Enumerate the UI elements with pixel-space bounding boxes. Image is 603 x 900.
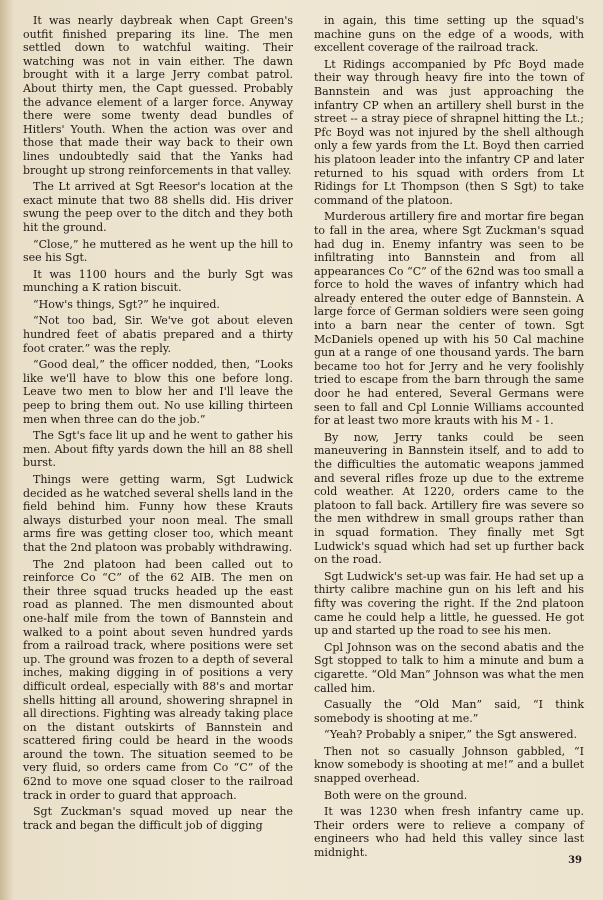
paragraph: Things were getting warm, Sgt Ludwick decided as he watched several shells land in the field behind him. Funny how these Krauts always disturbed your noon meal. The small arms fire was getting closer too, which meant that the 2nd platoon was probably withdrawing. [23, 473, 293, 554]
paragraph: It was 1230 when fresh infantry came up. Their orders were to relieve a company of engineers who had held this valley since last midnight. [314, 805, 584, 860]
paragraph: Sgt Zuckman's squad moved up near the track and began the difficult job of digging [23, 805, 293, 832]
paragraph: It was 1100 hours and the burly Sgt was munching a K ration biscuit. [23, 267, 293, 295]
paragraph: Lt Ridings accompanied by Pfc Boyd made their way through heavy fire into the town of Bannstein and was just approaching the infantry CP when an artillery shell burst in the street -- a stray piece of shrapnel hitting the Lt.; Pfc Boyd was not injured by the shell although only a few yards from the Lt. Boyd then carried his platoon leader into the infantry CP and later returned to his squad with orders from Lt Ridings for Lt Thompson (then S Sgt) to take command of the platoon. [314, 57, 584, 207]
paragraph: “How's things, Sgt?” he inquired. [33, 297, 220, 311]
paragraph: “Good deal,” the officer nodded, then, “Looks like we'll have to blow this one before long. Leave two men to blow her and I'll leave the peep to bring them out. No use killing thirteen men when three can do the job.” [23, 358, 293, 426]
paragraph: The 2nd platoon had been called out to reinforce Co “C” of the 62 AIB. The men on their three squad trucks headed up the east road as planned. The men dismounted about one-half mile from the town of Bannstein and walked to a point about seven hundred yards from a railroad track, where positions were set up. The ground was frozen to a depth of several inches, making digging in of positions a very difficult ordeal, especially with 88's and mortar shells hitting all around, showering shrapnel in all directions. Fighting was already taking place on the distant outskirts of Bannstein and scattered firing could be heard in the woods around the town. The situation seemed to be very fluid, so orders came from Co “C” of the 62nd to move one squad closer to the railroad track in order to guard that approach. [23, 557, 293, 802]
paragraph: “Yeah? Probably a sniper,” the Sgt answered. [324, 728, 577, 742]
page-number: 39 [568, 855, 582, 866]
paragraph: Casually the “Old Man” said, “I think somebody is shooting at me.” [314, 698, 584, 725]
paragraph: Cpl Johnson was on the second abatis and the Sgt stopped to talk to him a minute and bum a cigarette. “Old Man” Johnson was what the men called him. [314, 640, 584, 695]
paragraph: Sgt Ludwick's set-up was fair. He had set up a thirty calibre machine gun on his left and his fifty was covering the right. If the 2nd platoon came he could help a little, he guessed. He got up and started up the road to see his men. [314, 569, 584, 638]
paragraph: Then not so casually Johnson gabbled, “I know somebody is shooting at me!” and a bullet snapped overhead. [314, 744, 584, 786]
paragraph: in again, this time setting up the squad's machine guns on the edge of a woods, with excellent coverage of the railroad track. [314, 14, 584, 55]
paragraph: Both were on the ground. [324, 788, 468, 802]
paragraph: “Close,” he muttered as he went up the hill to see his Sgt. [23, 237, 293, 265]
paragraph: The Sgt's face lit up and he went to gather his men. About fifty yards down the hill an 88 shell burst. [23, 429, 293, 470]
left-column [23, 14, 293, 835]
paragraph: The Lt arrived at Sgt Reesor's location at the exact minute that two 88 shells did. His driver swung the peep over to the ditch and they both hit the ground. [23, 180, 293, 234]
paragraph: By now, Jerry tanks could be seen maneuvering in Bannstein itself, and to add to the difficulties the automatic weapons jammed and several rifles froze up due to the extreme cold weather. At 1220, orders came to the platoon to fall back. Artillery fire was severe so the men withdrew in small groups rather than in squad formation. They finally met Sgt Ludwick's squad which had set up further back on the road. [314, 430, 584, 567]
paragraph: It was nearly daybreak when Capt Green's outfit finished preparing its line. The men settled down to watchful waiting. Their watching was not in vain either. The dawn brought with it a large Jerry combat patrol. About thirty men, the Capt guessed. Probably the advance element of a larger force. Anyway there were some twenty dead bundles of Hitlers' Youth. When the action was over and those that made their way back to their own lines undoubtedly said that the Yanks had brought up strong reinforcements in that valley. [23, 14, 293, 177]
paragraph: Murderous artillery fire and mortar fire began to fall in the area, where Sgt Zuckman's squad had dug in. Enemy infantry was seen to be infiltrating into Bannstein and from all appearances Co “C” of the 62nd was too small a force to hold the waves of infantry which had already entered the outer edge of Bannstein. A large force of German soldiers were seen going into a barn near the center of town. Sgt McDaniels opened up with his 50 Cal machine gun at a range of one thousand yards. The barn became too hot for Jerry and he very foolishly tried to escape from the barn through the same door he had entered, Several Germans were seen to fall and Cpl Lonnie Williams accounted for at least two more krauts with his M - 1. [314, 210, 584, 428]
paragraph: “Not too bad, Sir. We've got about eleven hundred feet of abatis prepared and a thirty foot crater.” was the reply. [23, 314, 293, 355]
right-column [314, 14, 584, 863]
